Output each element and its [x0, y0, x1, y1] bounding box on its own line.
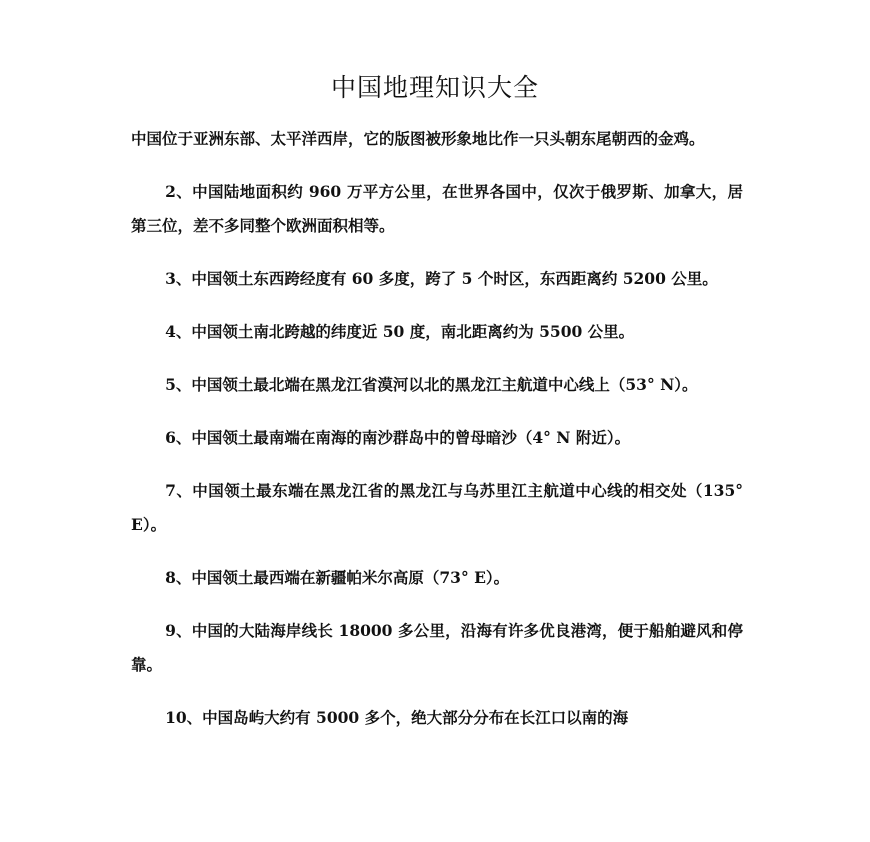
paragraph-7: 7、中国领土最东端在黑龙江省的黑龙江与乌苏里江主航道中心线的相交处（135° E）。 — [131, 481, 743, 534]
document-title: 中国地理知识大全 — [330, 73, 539, 102]
paragraph-6: 6、中国领土最南端在南海的南沙群岛中的曾母暗沙（4° N 附近）。 — [165, 428, 631, 447]
paragraph-10: 10、中国岛屿大约有 5000 多个，绝大部分分布在长江口以南的海 — [165, 708, 629, 727]
document-body — [131, 122, 743, 754]
paragraph-9: 9、中国的大陆海岸线长 18000 多公里，沿海有许多优良港湾，便于船舶避风和停靠。 — [131, 621, 743, 674]
paragraph-5: 5、中国领土最北端在黑龙江省漠河以北的黑龙江主航道中心线上（53° N）。 — [165, 375, 698, 394]
paragraph-2: 2、中国陆地面积约 960 万平方公里，在世界各国中，仅次于俄罗斯、加拿大，居第三位，差不多同整个欧洲面积相等。 — [131, 182, 743, 235]
paragraph-4: 4、中国领土南北跨越的纬度近 50 度，南北距离约为 5500 公里。 — [165, 322, 635, 341]
paragraph-8: 8、中国领土最西端在新疆帕米尔高原（73° E）。 — [165, 568, 510, 587]
paragraph-3: 3、中国领土东西跨经度有 60 多度，跨了 5 个时区，东西距离约 5200 公里。 — [165, 269, 718, 288]
paragraph-1: 中国位于亚洲东部、太平洋西岸，它的版图被形象地比作一只头朝东尾朝西的金鸡。 — [131, 129, 705, 148]
